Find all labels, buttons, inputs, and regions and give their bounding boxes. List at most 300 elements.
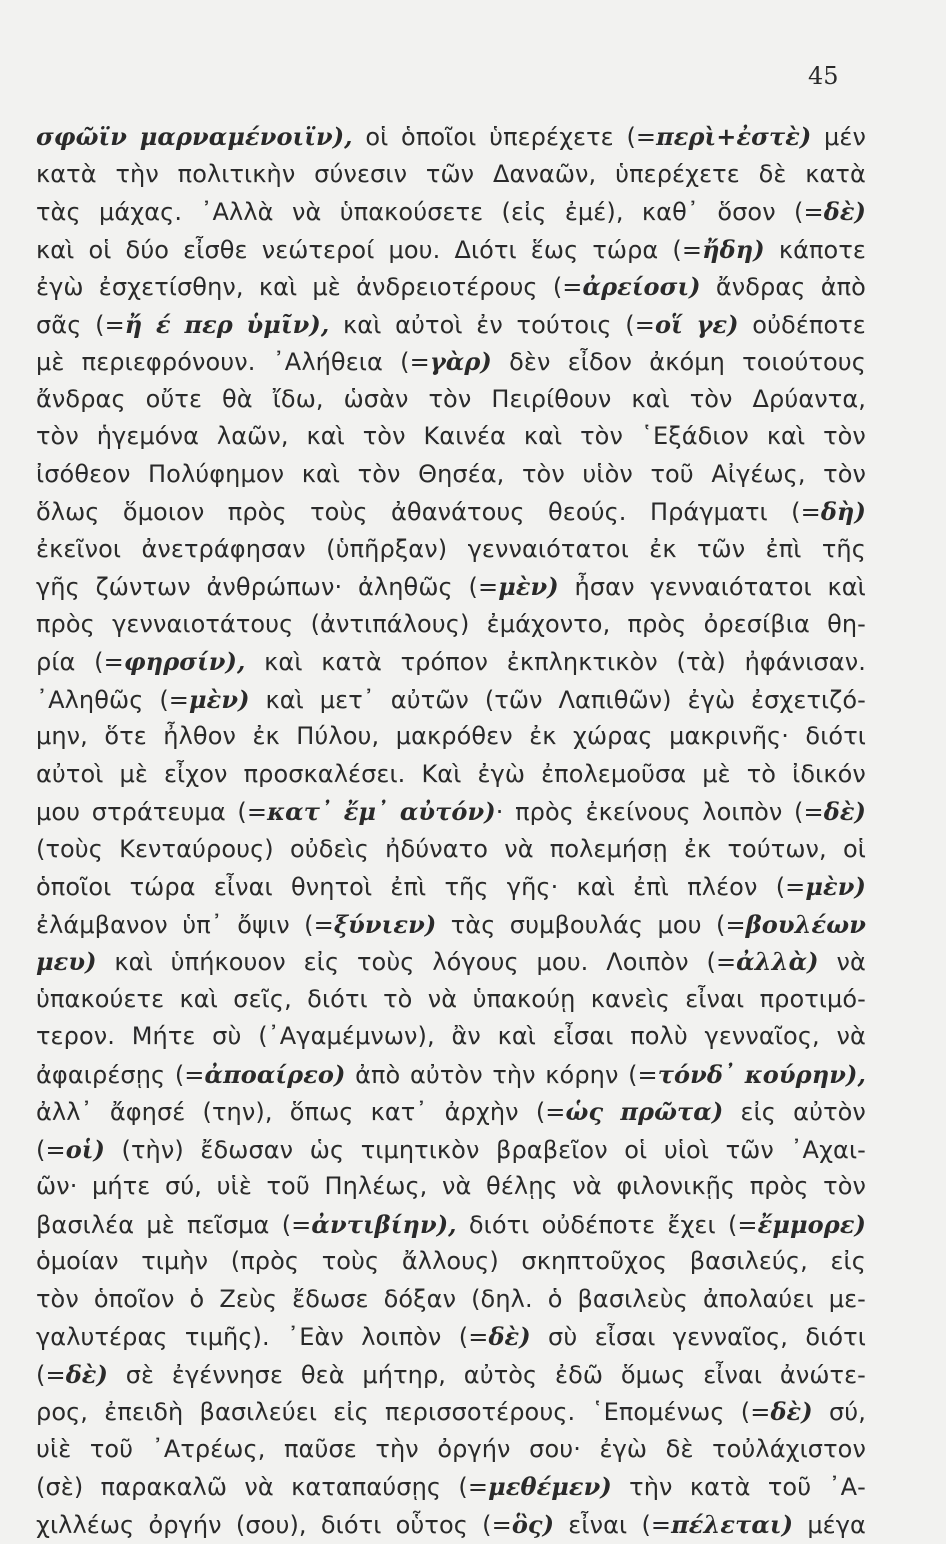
word-part: ἀνώτε- xyxy=(780,1357,866,1395)
word-part: καθ᾽ xyxy=(642,194,699,232)
word xyxy=(759,156,787,194)
word xyxy=(428,981,457,1019)
word xyxy=(492,1057,535,1095)
word-part: καὶ xyxy=(343,307,381,345)
word-part: μου. xyxy=(389,232,441,270)
word xyxy=(304,944,339,982)
word-part: ἐκείνους xyxy=(586,794,691,832)
word xyxy=(244,1469,273,1507)
word xyxy=(314,156,407,194)
word-part: περιεφρόνουν. xyxy=(82,344,256,382)
word-part: υἱὲ xyxy=(217,1168,252,1206)
word xyxy=(489,119,614,157)
word xyxy=(741,1393,813,1432)
word xyxy=(36,1131,105,1170)
word-part: σὺ xyxy=(548,1319,577,1357)
word xyxy=(233,981,292,1019)
word-part: διότι xyxy=(805,718,866,756)
word xyxy=(515,794,574,832)
word xyxy=(306,418,344,456)
word xyxy=(190,1281,205,1319)
homeric-gloss: γὰρ) xyxy=(430,343,492,381)
word-part: αὐτοὶ xyxy=(36,756,103,794)
word-part: (= xyxy=(728,1207,758,1245)
word xyxy=(236,1507,307,1544)
word xyxy=(90,1431,133,1469)
word xyxy=(104,718,146,756)
word xyxy=(504,831,533,869)
text-line xyxy=(36,531,866,569)
text-line xyxy=(36,606,866,644)
word-part: (= xyxy=(175,1057,205,1095)
text-line xyxy=(36,231,866,269)
word-part: ᾿Αλήθεια xyxy=(273,344,383,382)
word-part: (= xyxy=(741,1394,771,1432)
word-part: εἰς xyxy=(304,944,339,982)
word xyxy=(793,1094,866,1132)
word-part: (= xyxy=(628,1057,658,1095)
word xyxy=(36,232,74,270)
word xyxy=(180,981,218,1019)
word xyxy=(568,1507,627,1544)
word xyxy=(203,1094,273,1132)
text-line xyxy=(36,418,866,456)
word xyxy=(536,1093,603,1132)
word xyxy=(568,344,632,382)
word-part: τερον. xyxy=(36,1018,115,1056)
word-part: ἐν xyxy=(476,307,503,345)
word xyxy=(591,1394,724,1432)
word-part: Καὶ xyxy=(421,756,461,794)
word xyxy=(477,756,525,794)
word-part: εἶδον xyxy=(568,344,632,382)
word-part: Λοιπὸν xyxy=(606,944,688,982)
text-line xyxy=(36,568,866,606)
word-part: (= xyxy=(237,794,267,832)
word-part: ὡς xyxy=(310,1132,344,1170)
word xyxy=(101,1469,227,1507)
word-part: καὶ xyxy=(180,981,218,1019)
word xyxy=(187,1207,269,1245)
word-part: καὶ xyxy=(524,418,562,456)
word-part: τὸν xyxy=(823,1168,866,1206)
word xyxy=(122,1132,184,1170)
word xyxy=(703,1281,814,1319)
word-part: (εἰς xyxy=(502,194,547,232)
word-part: τὸν xyxy=(580,418,623,456)
word-part: εἶσαι xyxy=(595,1319,656,1357)
word-part: (= xyxy=(536,1094,566,1132)
word xyxy=(148,456,284,494)
word-part: σύ, xyxy=(829,1394,866,1432)
word-part: (= xyxy=(159,682,189,720)
word xyxy=(36,194,81,232)
word xyxy=(442,1168,471,1206)
word xyxy=(99,194,182,232)
word-part: ὑπακούσετε xyxy=(340,194,483,232)
word xyxy=(595,1319,656,1357)
word xyxy=(792,756,866,794)
word xyxy=(36,869,111,907)
word xyxy=(183,232,247,270)
word-part: κατὰ xyxy=(321,644,382,682)
word xyxy=(214,869,273,907)
word-part: τὰς xyxy=(451,907,496,945)
word-part: τῆς xyxy=(822,531,866,569)
word-part: βασιλεύει xyxy=(200,1394,318,1432)
word-part: τοῦ xyxy=(90,1431,133,1469)
word xyxy=(836,944,865,982)
word xyxy=(625,306,683,345)
word xyxy=(742,344,866,382)
word-part: Θησέα, xyxy=(418,456,504,494)
homeric-gloss: ἀποαίρεο) xyxy=(205,1056,346,1094)
word xyxy=(690,1469,751,1507)
word xyxy=(716,906,866,945)
word xyxy=(36,531,121,569)
homeric-gloss: περὶ+ἐστὲ) xyxy=(656,118,811,156)
word xyxy=(36,418,79,456)
homeric-gloss: ἀντιβίην), xyxy=(311,1206,456,1244)
word-part: (= xyxy=(706,944,736,982)
word xyxy=(728,1206,866,1245)
text-line xyxy=(36,456,866,494)
word xyxy=(36,1431,71,1469)
word-part: τούτοις xyxy=(517,307,612,345)
homeric-gloss: δὲ) xyxy=(488,1318,530,1356)
homeric-gloss: δὲ) xyxy=(66,1356,108,1394)
word-part: (= xyxy=(716,907,746,945)
word-part: ρος, xyxy=(36,1394,88,1432)
word-part: ἐκ xyxy=(529,718,556,756)
homeric-gloss: ὡς xyxy=(566,1093,604,1131)
word-part: τὸν xyxy=(522,456,565,494)
word xyxy=(290,831,369,869)
word xyxy=(423,418,505,456)
word xyxy=(582,456,633,494)
word-part: ἐγέννησε xyxy=(172,1357,283,1395)
text-line xyxy=(36,1056,866,1094)
word xyxy=(321,644,382,682)
word xyxy=(454,232,516,270)
word xyxy=(509,344,550,382)
word-part: τῆς xyxy=(444,869,488,907)
word xyxy=(548,1319,577,1357)
word xyxy=(148,1507,221,1544)
word-part: εἶσθε xyxy=(183,232,247,270)
word-part: (= xyxy=(400,344,430,382)
word xyxy=(36,1243,119,1281)
text-line xyxy=(36,718,866,756)
word xyxy=(545,1057,618,1095)
word-part: Πράγματι xyxy=(650,494,768,532)
word xyxy=(524,418,562,456)
word-part: γαλυτέρας xyxy=(36,1319,168,1357)
text-line xyxy=(36,1281,866,1319)
word xyxy=(237,907,289,945)
word xyxy=(633,869,669,907)
word xyxy=(426,156,474,194)
word-part: αὐτὸν xyxy=(410,1057,483,1095)
word xyxy=(357,944,415,982)
word-part: ἀληθῶς xyxy=(358,569,453,607)
word-part: ἐγὼ xyxy=(600,1431,648,1469)
word xyxy=(184,306,232,345)
word xyxy=(126,1357,154,1395)
text-line xyxy=(36,981,866,1019)
word xyxy=(445,1094,519,1132)
word-part: Αἰγέως, xyxy=(711,456,805,494)
text-line xyxy=(36,193,866,231)
word xyxy=(630,1018,688,1056)
word-part: ὑπερέχετε xyxy=(489,119,614,157)
word xyxy=(791,493,866,532)
word xyxy=(451,1018,480,1056)
word-part: υἱοὶ xyxy=(664,1132,709,1170)
word xyxy=(363,418,406,456)
word-part: ὁ xyxy=(190,1281,205,1319)
word-part: ἀθανάτους xyxy=(391,494,525,532)
word-part: νὰ xyxy=(572,1168,601,1206)
word-part: παρακαλῶ xyxy=(101,1469,227,1507)
word-part: ρία xyxy=(36,644,75,682)
word-part: ὀργήν xyxy=(437,1431,510,1469)
word-part: ᾿Αλλὰ xyxy=(200,194,273,232)
word xyxy=(141,1243,208,1281)
word xyxy=(361,1132,480,1170)
word-part: οἱ xyxy=(624,1132,647,1170)
word-part: οὔτε xyxy=(146,381,202,419)
word xyxy=(745,1056,866,1095)
word xyxy=(685,981,744,1019)
word xyxy=(726,1132,774,1170)
word xyxy=(641,1506,793,1544)
homeric-gloss: οἱ) xyxy=(66,1131,105,1169)
word xyxy=(401,119,476,157)
word-part: ὑπερέχετε xyxy=(615,156,740,194)
word-part: ἐπὶ xyxy=(390,869,426,907)
word xyxy=(222,381,253,419)
word xyxy=(805,156,866,194)
word xyxy=(690,381,733,419)
word xyxy=(790,1132,865,1170)
text-line xyxy=(36,1431,866,1469)
word-part: ὁποῖον xyxy=(94,1281,175,1319)
word-part: (τοὺς xyxy=(36,831,103,869)
word-part: ὅπως xyxy=(290,1094,354,1132)
word-part: κόρην xyxy=(545,1057,618,1095)
word xyxy=(36,569,80,607)
word xyxy=(704,606,810,644)
word xyxy=(291,1469,441,1507)
word xyxy=(553,1018,614,1056)
word xyxy=(828,569,866,607)
word-part: (= xyxy=(791,494,821,532)
word xyxy=(487,606,611,644)
word xyxy=(36,381,126,419)
word-part: χώρας xyxy=(573,718,653,756)
word xyxy=(767,418,805,456)
word xyxy=(175,1056,346,1095)
word xyxy=(344,793,388,832)
word-part: θεὰ xyxy=(301,1357,345,1395)
word-part: βραβεῖον xyxy=(496,1132,608,1170)
word xyxy=(212,1018,241,1056)
word-part: (ὑπῆρξαν) xyxy=(326,531,447,569)
word xyxy=(437,1431,510,1469)
word xyxy=(396,1507,468,1544)
word-part: πρὸς xyxy=(515,794,574,832)
word-part: ἐλάμβανον xyxy=(36,907,168,945)
word-part: οἱ xyxy=(88,232,111,270)
word xyxy=(265,682,303,720)
word xyxy=(768,1469,811,1507)
word xyxy=(385,831,488,869)
word-part: οἱ xyxy=(365,119,388,157)
word-part: ἐπολεμοῦσα xyxy=(541,756,686,794)
word-part: (= xyxy=(672,232,702,270)
word xyxy=(36,1356,108,1395)
word xyxy=(444,869,488,907)
word-part: ἀπολαύει xyxy=(703,1281,814,1319)
word-part: τὸ xyxy=(383,981,412,1019)
word xyxy=(88,232,111,270)
word xyxy=(156,306,171,345)
word xyxy=(650,494,768,532)
homeric-gloss: φηρσίν), xyxy=(124,643,246,681)
word-part: θεούς. xyxy=(548,494,627,532)
word xyxy=(36,831,103,869)
word-part: Κενταύρους) xyxy=(119,831,274,869)
word xyxy=(537,944,589,982)
word-part: (= xyxy=(553,269,583,307)
text-line xyxy=(36,1356,866,1394)
word-part: χιλλέως xyxy=(36,1507,134,1544)
word-part: ἀρχὴν xyxy=(445,1094,519,1132)
word-part: καὶ xyxy=(302,456,340,494)
word-part: σύνεσιν xyxy=(314,156,407,194)
word xyxy=(591,981,670,1019)
word xyxy=(142,531,306,569)
word-part: Μήτε xyxy=(132,1018,196,1056)
word xyxy=(92,1168,150,1206)
word xyxy=(312,269,340,307)
word xyxy=(244,756,406,794)
word xyxy=(565,194,624,232)
word xyxy=(649,344,725,382)
word-part: νὰ xyxy=(442,1168,471,1206)
word xyxy=(104,1394,183,1432)
word-part: τοὺς xyxy=(357,944,415,982)
word xyxy=(36,1207,134,1245)
word xyxy=(375,1431,418,1469)
word xyxy=(36,307,81,345)
word-part: τιμῆς). xyxy=(185,1319,270,1357)
word xyxy=(231,1243,299,1281)
word-part: τὸν xyxy=(823,418,866,456)
word-part: ὡσὰν xyxy=(344,381,409,419)
word xyxy=(340,194,483,232)
word xyxy=(555,1357,603,1395)
word-part: νὰ xyxy=(244,1469,273,1507)
homeric-gloss: οἵ xyxy=(655,306,683,344)
text-line xyxy=(36,1206,866,1244)
word xyxy=(164,756,228,794)
word-part: βασιλέα xyxy=(36,1207,134,1245)
word xyxy=(282,1206,457,1245)
word xyxy=(624,1132,647,1170)
word-part: γενναῖος, xyxy=(673,1319,788,1357)
word-part: (σου), xyxy=(236,1507,307,1544)
word xyxy=(36,756,103,794)
word-part: τοῦ xyxy=(267,1168,310,1206)
word-part: πολεμήσῃ xyxy=(550,831,668,869)
word-part: διότι xyxy=(469,1207,530,1245)
word xyxy=(822,531,866,569)
word xyxy=(185,1319,270,1357)
word-part: ἀπὸ xyxy=(355,1057,400,1095)
word xyxy=(507,644,658,682)
word xyxy=(123,494,204,532)
word-part: Πολύφημον xyxy=(148,456,284,494)
homeric-gloss: μὲν) xyxy=(805,868,866,906)
word-part: τοῦ xyxy=(768,1469,811,1507)
text-line xyxy=(36,306,866,344)
word-part: εἰς xyxy=(830,1243,865,1281)
word xyxy=(823,1168,866,1206)
word xyxy=(163,718,236,756)
word-part: θὰ xyxy=(222,381,253,419)
word-part: μάχας. xyxy=(99,194,182,232)
word xyxy=(252,718,279,756)
text-line xyxy=(36,1243,866,1281)
homeric-gloss: πρῶτα) xyxy=(620,1093,723,1131)
homeric-gloss: έ xyxy=(156,306,171,344)
homeric-gloss: ἔμμορε) xyxy=(758,1206,866,1244)
word-part: διότι xyxy=(321,1507,382,1544)
word-part: μου xyxy=(36,794,80,832)
word-part: κατὰ xyxy=(36,156,97,194)
word xyxy=(521,1243,667,1281)
word-part: συμβουλάς xyxy=(510,907,643,945)
word xyxy=(217,1168,252,1206)
text-line xyxy=(36,831,866,869)
word xyxy=(592,232,658,270)
word xyxy=(112,606,293,644)
word xyxy=(400,793,504,832)
word xyxy=(36,1168,77,1206)
word-part: Πύλου, xyxy=(296,718,379,756)
word-part: οὐδεὶς xyxy=(290,831,369,869)
word xyxy=(146,381,202,419)
word xyxy=(575,569,635,607)
word xyxy=(36,1281,79,1319)
word xyxy=(391,494,525,532)
word xyxy=(217,418,289,456)
word-part: (= xyxy=(776,869,806,907)
word-part: γενναιότατοι xyxy=(650,569,811,607)
word xyxy=(152,1431,266,1469)
word-part: υἱὲ xyxy=(36,1431,71,1469)
word-part: (= xyxy=(794,194,824,232)
word-part: ἐσχετίσθην, xyxy=(99,269,244,307)
word-part: ἴδω, xyxy=(273,381,324,419)
word xyxy=(650,456,693,494)
homeric-gloss: ἀρείοσι) xyxy=(583,268,701,306)
word xyxy=(821,269,866,307)
word xyxy=(829,1469,866,1507)
word xyxy=(82,344,256,382)
